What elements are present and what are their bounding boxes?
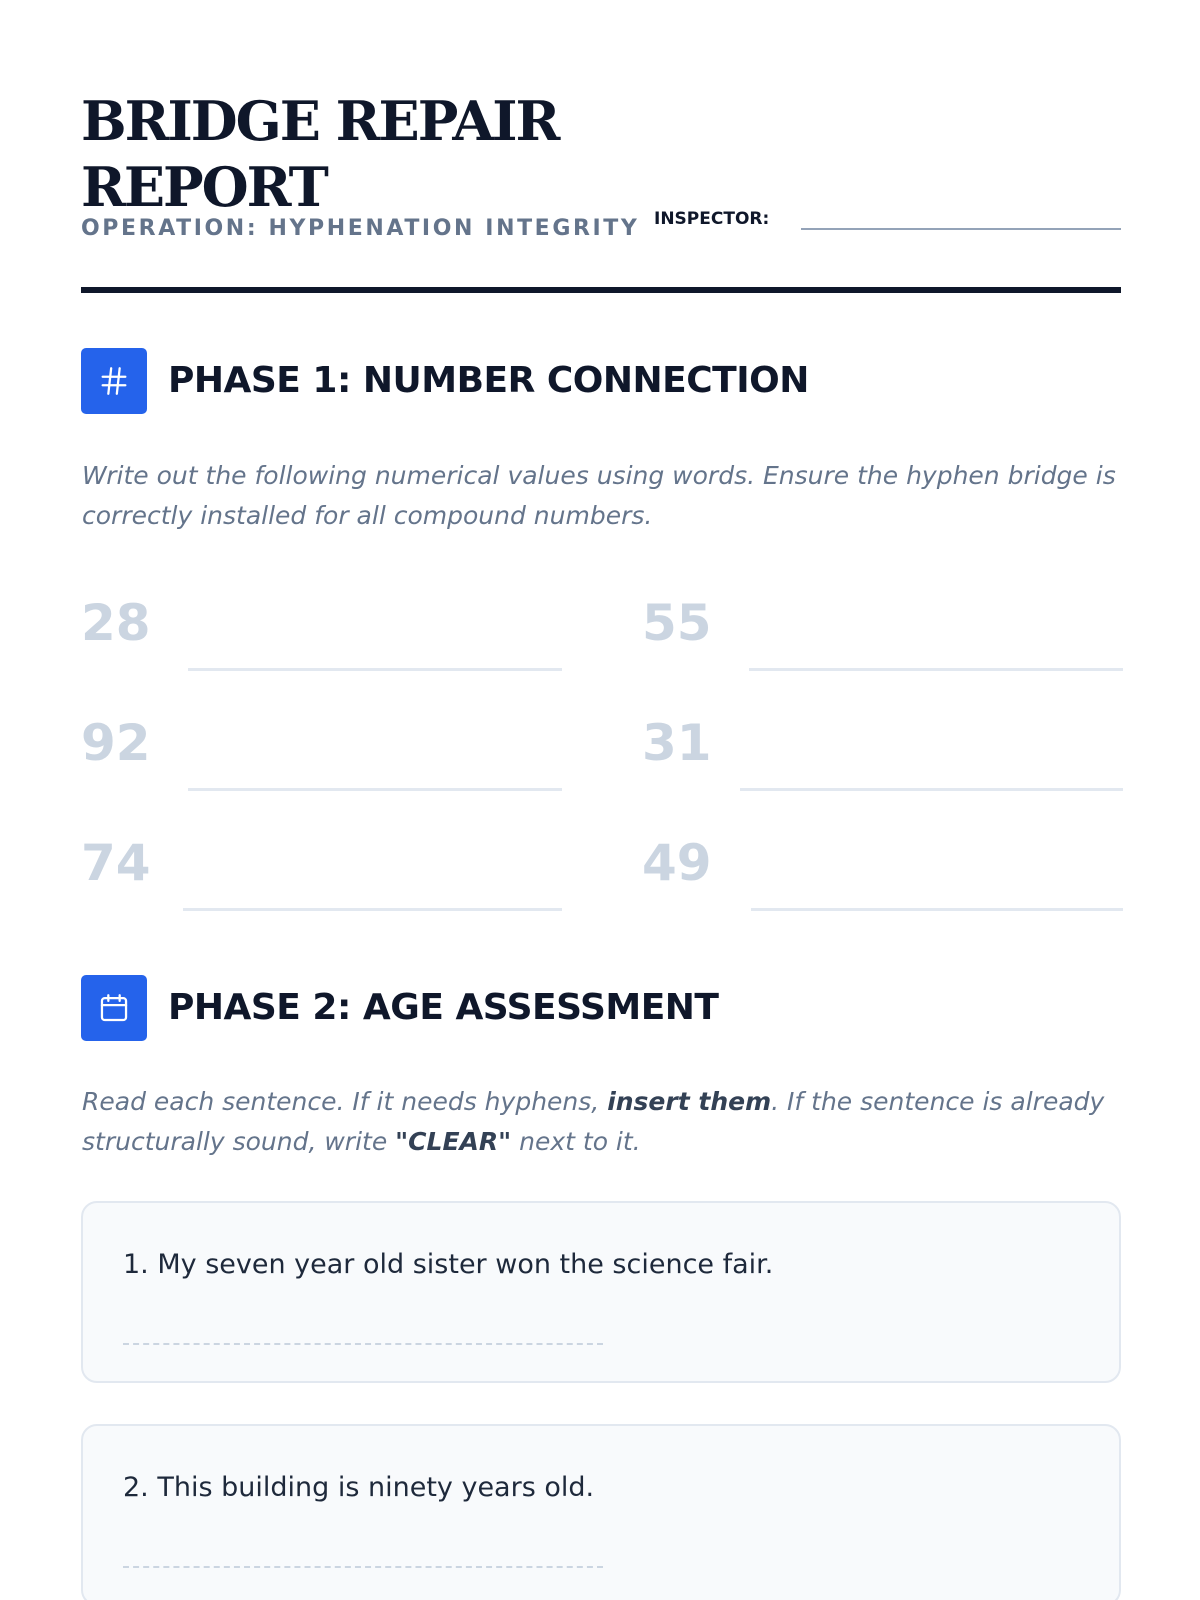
number-answer-field[interactable] (749, 645, 1123, 671)
page-title (81, 88, 641, 220)
number-value: 49 (642, 834, 712, 892)
number-item (81, 833, 562, 893)
phase-1-instructions: Write out the following numerical values using words. Ensure the hyphen bridge is correctly installed for all compound numbers. (82, 461, 1116, 530)
inspector-label: INSPECTOR: (654, 209, 770, 229)
phase-1-header (81, 348, 1121, 414)
instruction-text: Read each sentence. If it needs hyphens, (82, 1087, 608, 1116)
number-item (642, 833, 1123, 893)
phase-1-title: PHASE 1: NUMBER CONNECTION (168, 360, 809, 401)
title-line-2: REPORT (81, 155, 327, 219)
instruction-emphasis: "CLEAR" (395, 1127, 512, 1156)
number-item (642, 713, 1123, 773)
number-value: 55 (642, 594, 712, 652)
number-item (642, 593, 1123, 653)
hash-icon (81, 348, 147, 414)
number-value: 28 (81, 594, 151, 652)
number-value: 31 (642, 714, 712, 772)
sentence-answer-field[interactable] (123, 1321, 603, 1345)
sentence-answer-field[interactable] (123, 1544, 603, 1568)
header-divider (81, 287, 1121, 293)
phase-2-instructions (82, 1082, 1122, 1162)
sentence-text: 1. My seven year old sister won the science fair. (123, 1249, 774, 1280)
phase-2-header (81, 975, 1121, 1041)
inspector-field[interactable] (801, 206, 1121, 230)
number-answer-field[interactable] (188, 645, 562, 671)
instruction-emphasis: insert them (607, 1087, 772, 1116)
page-subtitle: OPERATION: HYPHENATION INTEGRITY (81, 216, 640, 241)
sentence-card (81, 1424, 1121, 1600)
number-item (81, 593, 562, 653)
calendar-icon (81, 975, 147, 1041)
number-value: 92 (81, 714, 151, 772)
number-answer-field[interactable] (740, 765, 1123, 791)
instruction-text: . If the sentence is already structurally sound, write (82, 1087, 1105, 1156)
number-answer-field[interactable] (751, 885, 1123, 911)
sentence-card (81, 1201, 1121, 1383)
report-header (81, 88, 1121, 293)
number-answer-field[interactable] (188, 765, 562, 791)
title-line-1: BRIDGE REPAIR (81, 89, 559, 153)
sentence-text: 2. This building is ninety years old. (123, 1472, 595, 1503)
number-answer-field[interactable] (183, 885, 562, 911)
number-value: 74 (81, 834, 151, 892)
instruction-text: next to it. (511, 1127, 641, 1156)
phase-2-title: PHASE 2: AGE ASSESSMENT (168, 987, 719, 1028)
number-item (81, 713, 562, 773)
